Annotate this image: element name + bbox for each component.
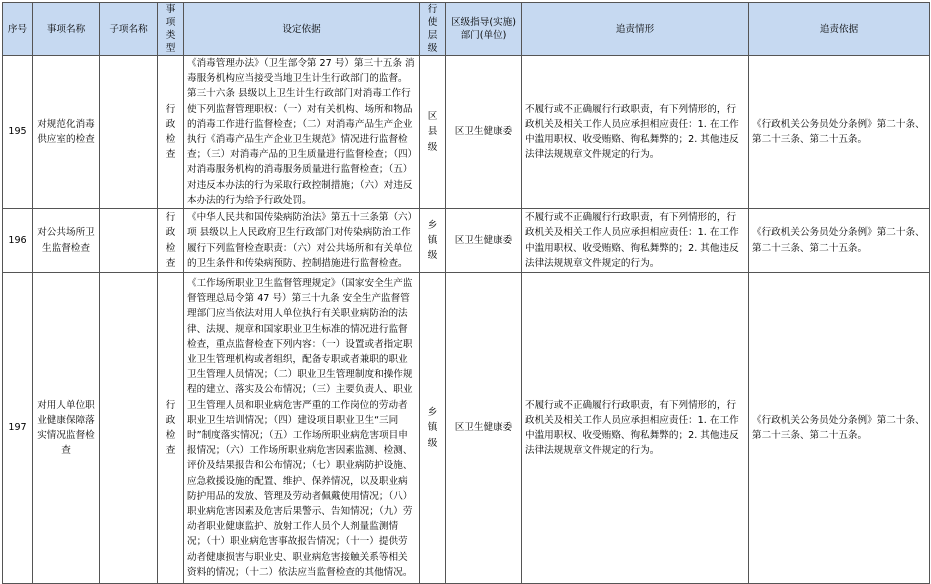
header-level: 行使层级 — [420, 3, 446, 56]
header-legal-basis: 设定依据 — [184, 3, 420, 56]
row-accountability-cases: 不履行或不正确履行行政职责，有下列情形的，行政机关及相关工作人员应承担相应责任：1. 在工作中滥用职权、收受贿赂、徇私舞弊的；2. 其他违反法律法规规章文件规定的行为。 — [522, 209, 749, 273]
header-item-type: 事项类型 — [158, 3, 184, 56]
row-accountability-cases: 不履行或不正确履行行政职责，有下列情形的，行政机关及相关工作人员应承担相应责任：1. 在工作中滥用职权、收受贿赂、徇私舞弊的；2. 其他违反法律法规规章文件规定的行为。 — [522, 273, 749, 584]
header-no: 序号 — [3, 3, 33, 56]
row-level: 区县级 — [420, 56, 446, 209]
row-department: 区卫生健康委 — [446, 209, 522, 273]
row-level: 乡镇级 — [420, 209, 446, 273]
header-item-name: 事项名称 — [33, 3, 100, 56]
row-item-type: 行政检查 — [158, 209, 184, 273]
header-sub-item-name: 子项名称 — [100, 3, 158, 56]
row-accountability-basis: 《行政机关公务员处分条例》第二十条、第二十三条、第二十五条。 — [749, 56, 930, 209]
row-legal-basis: 《消毒管理办法》（卫生部令第 27 号）第三十五条 消毒服务机构应当接受当地卫生计生行政部门的监督。第三十六条 县级以上卫生计生行政部门对消毒工作行使下列监督管理职权：（一）对有关机构、场所和物品的消毒工作进行监督检查；（二）对消毒产品生产企业执行《消毒产品生产企业卫生规范》情况进行监督检查；（三）对消毒产品的卫生质量进行监督检查；（四）对消毒服务机构的消毒服务质量进行监督检查；（五）对违反本办法的行为采取行政控制措施；（六）对违反本办法的行为给予行政处罚。 — [184, 56, 420, 209]
row-no: 195 — [3, 56, 33, 209]
row-legal-basis: 《中华人民共和国传染病防治法》第五十三条第（六）项 县级以上人民政府卫生行政部门对传染病防治工作履行下列监督检查职责：（六）对公共场所和有关单位的卫生条件和传染病预防、控制措施进行监督检查。 — [184, 209, 420, 273]
row-accountability-basis: 《行政机关公务员处分条例》第二十条、第二十三条、第二十五条。 — [749, 209, 930, 273]
table-row — [3, 273, 930, 584]
header-accountability-cases: 追责情形 — [522, 3, 749, 56]
row-legal-basis: 《工作场所职业卫生监督管理规定》（国家安全生产监督管理总局令第 47 号）第三十九条 安全生产监督管理部门应当依法对用人单位执行有关职业病防治的法律、法规、规章和国家职业卫生标准的情况进行监督检查，重点监督检查下列内容：（一）设置或者指定职业卫生管理机构或者组织，配备专职或者兼职的职业卫生管理人员情况；（二）职业卫生管理制度和操作规程的建立、落实及公布情况；（三）主要负责人、职业卫生管理人员和职业病危害严重的工作岗位的劳动者职业卫生培训情况；（四）建设项目职业卫生“三同时”制度落实情况；（五）工作场所职业病危害项目申报情况；（六）工作场所职业病危害因素监测、检测、评价及结果报告和公布情况；（七）职业病防护设施、应急救援设施的配置、维护、保养情况，以及职业病防护用品的发放、管理及劳动者佩戴使用情况；（八）职业病危害因素及危害后果警示、告知情况；（九）劳动者职业健康监护、放射工作人员个人剂量监测情况；（十）职业病危害事故报告情况；（十一）提供劳动者健康损害与职业史、职业病危害接触关系等相关资料的情况；（十二）依法应当监督检查的其他情况。 — [184, 273, 420, 584]
row-item-type: 行政检查 — [158, 273, 184, 584]
row-item-name: 对规范化消毒供应室的检查 — [33, 56, 100, 209]
row-accountability-basis: 《行政机关公务员处分条例》第二十条、第二十三条、第二十五条。 — [749, 273, 930, 584]
row-accountability-cases: 不履行或不正确履行行政职责，有下列情形的，行政机关及相关工作人员应承担相应责任：1. 在工作中滥用职权、收受贿赂、徇私舞弊的；2. 其他违反法律法规规章文件规定的行为。 — [522, 56, 749, 209]
row-department: 区卫生健康委 — [446, 56, 522, 209]
header-row — [3, 3, 930, 56]
header-department: 区级指导(实施)部门(单位) — [446, 3, 522, 56]
row-sub-item-name — [100, 56, 158, 209]
row-sub-item-name — [100, 209, 158, 273]
row-no: 196 — [3, 209, 33, 273]
row-item-name: 对用人单位职业健康保障落实情况监督检查 — [33, 273, 100, 584]
row-department: 区卫生健康委 — [446, 273, 522, 584]
table-row — [3, 209, 930, 273]
row-item-type: 行政检查 — [158, 56, 184, 209]
duty-table — [2, 2, 930, 584]
row-no: 197 — [3, 273, 33, 584]
row-item-name: 对公共场所卫生监督检查 — [33, 209, 100, 273]
row-level: 乡镇级 — [420, 273, 446, 584]
header-accountability-basis: 追责依据 — [749, 3, 930, 56]
row-sub-item-name — [100, 273, 158, 584]
table-row — [3, 56, 930, 209]
